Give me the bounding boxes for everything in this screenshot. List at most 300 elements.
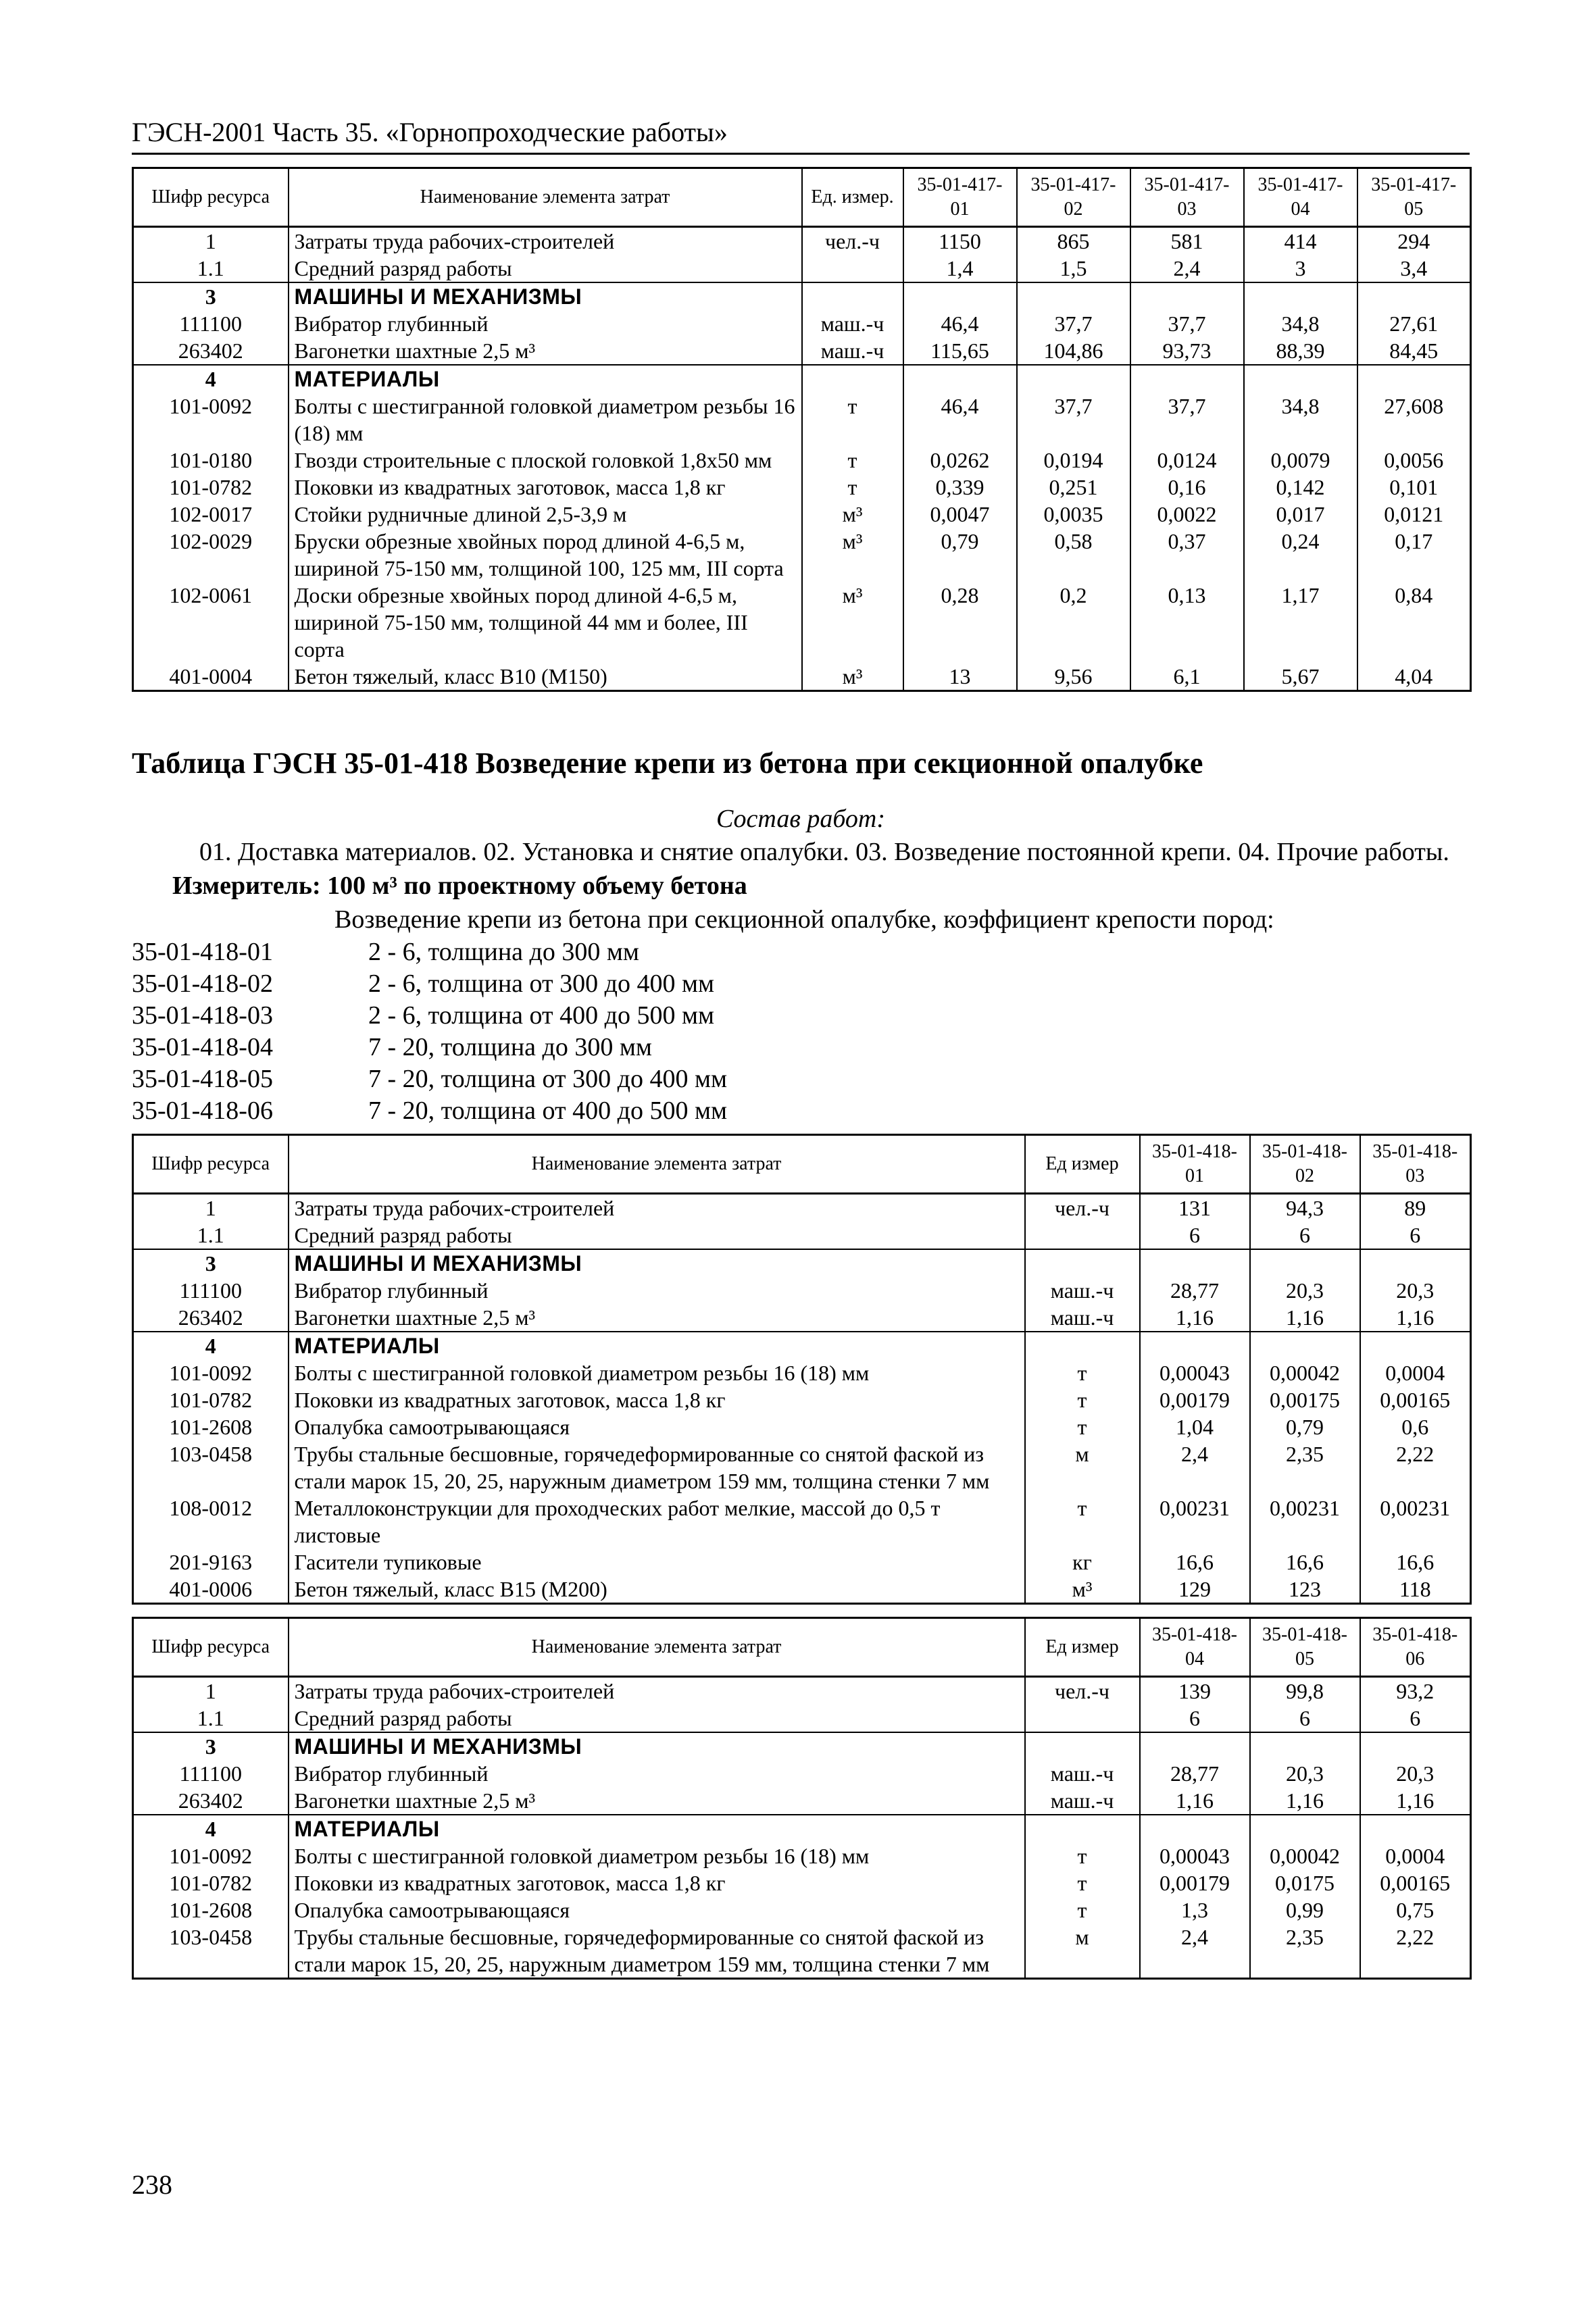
resource-code: 201-9163 bbox=[133, 1549, 289, 1576]
norm-value bbox=[1360, 1249, 1471, 1277]
norm-value: 0,0022 bbox=[1130, 501, 1244, 528]
norm-value: 1,16 bbox=[1250, 1304, 1360, 1332]
resource-code: 3 bbox=[133, 1732, 289, 1760]
cost-element-name: МАШИНЫ И МЕХАНИЗМЫ bbox=[289, 282, 802, 310]
norm-value: 0,00043 bbox=[1140, 1842, 1250, 1869]
norm-value: 0,16 bbox=[1130, 474, 1244, 501]
unit: м³ bbox=[802, 582, 903, 663]
norm-value: 46,4 bbox=[903, 393, 1017, 447]
resource-code: 101-0782 bbox=[133, 474, 289, 501]
norm-value: 1,16 bbox=[1250, 1787, 1360, 1815]
resource-code: 263402 bbox=[133, 337, 289, 365]
norm-value: 0,0175 bbox=[1250, 1869, 1360, 1896]
cost-element-name: Бетон тяжелый, класс В15 (М200) bbox=[289, 1576, 1025, 1604]
norm-value bbox=[1250, 1815, 1360, 1842]
table-row bbox=[133, 1222, 1471, 1249]
resource-code: 108-0012 bbox=[133, 1494, 289, 1549]
norm-value: 0,00042 bbox=[1250, 1842, 1360, 1869]
cost-element-name: МАТЕРИАЛЫ bbox=[289, 1815, 1025, 1842]
norm-value bbox=[1250, 1332, 1360, 1359]
norm-value bbox=[1244, 365, 1357, 393]
resource-code: 1 bbox=[133, 227, 289, 255]
variant-item bbox=[132, 1032, 1470, 1063]
norm-value: 0,0004 bbox=[1360, 1842, 1471, 1869]
norm-value: 0,2 bbox=[1017, 582, 1130, 663]
column-header: Шифр ресурса bbox=[133, 168, 289, 227]
variant-code: 35-01-418-02 bbox=[132, 970, 273, 998]
norm-value: 123 bbox=[1250, 1576, 1360, 1604]
norm-value bbox=[1360, 1732, 1471, 1760]
unit bbox=[802, 282, 903, 310]
column-header: 35-01-418-02 bbox=[1250, 1135, 1360, 1194]
norm-value: 0,339 bbox=[903, 474, 1017, 501]
resource-code: 4 bbox=[133, 1332, 289, 1359]
column-header: Ед. измер. bbox=[802, 168, 903, 227]
norm-value: 28,77 bbox=[1140, 1277, 1250, 1304]
table-row bbox=[133, 1576, 1471, 1604]
cost-element-name: МАШИНЫ И МЕХАНИЗМЫ bbox=[289, 1732, 1025, 1760]
variant-item bbox=[132, 1063, 1470, 1095]
unit bbox=[802, 255, 903, 282]
resource-code: 101-2608 bbox=[133, 1413, 289, 1440]
table-row bbox=[133, 663, 1471, 691]
variant-code: 35-01-418-04 bbox=[132, 1033, 273, 1061]
resource-code: 102-0017 bbox=[133, 501, 289, 528]
norm-value: 0,0124 bbox=[1130, 447, 1244, 474]
norm-value: 20,3 bbox=[1250, 1760, 1360, 1787]
cost-element-name: Вибратор глубинный bbox=[289, 1277, 1025, 1304]
norm-value bbox=[1360, 1815, 1471, 1842]
norm-value: 6 bbox=[1140, 1222, 1250, 1249]
column-header: 35-01-418-05 bbox=[1250, 1618, 1360, 1677]
variant-text: 2 - 6, толщина до 300 мм bbox=[368, 938, 639, 966]
variant-text: 7 - 20, толщина от 400 до 500 мм bbox=[368, 1097, 728, 1125]
table-row bbox=[133, 1494, 1471, 1549]
resource-code: 111100 bbox=[133, 310, 289, 337]
norm-value bbox=[1250, 1249, 1360, 1277]
cost-element-name: Вагонетки шахтные 2,5 м³ bbox=[289, 337, 802, 365]
resource-code: 4 bbox=[133, 1815, 289, 1842]
table-row bbox=[133, 1549, 1471, 1576]
column-header: Наименование элемента затрат bbox=[289, 1135, 1025, 1194]
section-title: Таблица ГЭСН 35-01-418 Возведение крепи из бетона при секционной опалубке bbox=[132, 747, 1203, 780]
resource-code: 103-0458 bbox=[133, 1923, 289, 1979]
norm-value: 0,58 bbox=[1017, 528, 1130, 582]
norm-value: 27,608 bbox=[1357, 393, 1471, 447]
column-header: 35-01-417-04 bbox=[1244, 168, 1357, 227]
norm-value: 0,79 bbox=[1250, 1413, 1360, 1440]
table-row bbox=[133, 474, 1471, 501]
table-row bbox=[133, 1732, 1471, 1760]
resource-code: 101-0092 bbox=[133, 393, 289, 447]
norm-value: 0,00165 bbox=[1360, 1869, 1471, 1896]
cost-element-name: МАТЕРИАЛЫ bbox=[289, 365, 802, 393]
cost-element-name: Металлоконструкции для проходческих работ мелкие, массой до 0,5 т листовые bbox=[289, 1494, 1025, 1549]
table-35-01-417 bbox=[132, 167, 1472, 692]
resource-code: 111100 bbox=[133, 1277, 289, 1304]
unit: м bbox=[1025, 1923, 1140, 1979]
norm-value: 1,4 bbox=[903, 255, 1017, 282]
norm-value: 0,101 bbox=[1357, 474, 1471, 501]
norm-value: 6 bbox=[1140, 1705, 1250, 1732]
cost-element-name: Затраты труда рабочих-строителей bbox=[289, 1677, 1025, 1705]
norm-value: 0,75 bbox=[1360, 1896, 1471, 1923]
norm-value: 6 bbox=[1360, 1705, 1471, 1732]
norm-value bbox=[1357, 365, 1471, 393]
table-row bbox=[133, 1277, 1471, 1304]
table-header-row bbox=[133, 1135, 1471, 1194]
resource-code: 111100 bbox=[133, 1760, 289, 1787]
sostav-heading: Состав работ: bbox=[716, 805, 886, 833]
resource-code: 401-0004 bbox=[133, 663, 289, 691]
cost-element-name: Бетон тяжелый, класс В10 (М150) bbox=[289, 663, 802, 691]
norm-value: 6 bbox=[1250, 1222, 1360, 1249]
norm-value: 0,13 bbox=[1130, 582, 1244, 663]
column-header: 35-01-417-01 bbox=[903, 168, 1017, 227]
cost-element-name: Средний разряд работы bbox=[289, 1222, 1025, 1249]
resource-code: 102-0061 bbox=[133, 582, 289, 663]
table-row bbox=[133, 447, 1471, 474]
running-head: ГЭСН-2001 Часть 35. «Горнопроходческие работы» bbox=[132, 115, 1470, 155]
cost-element-name: Средний разряд работы bbox=[289, 1705, 1025, 1732]
column-header: Ед измер bbox=[1025, 1135, 1140, 1194]
table-row bbox=[133, 393, 1471, 447]
norm-value: 0,00179 bbox=[1140, 1386, 1250, 1413]
norm-value bbox=[1140, 1332, 1250, 1359]
table-row bbox=[133, 1359, 1471, 1386]
cost-element-name: Трубы стальные бесшовные, горячедеформированные со снятой фаской из стали марок 15, 20, 25, наружным диаметром 159 мм, толщина стенки 7 мм bbox=[289, 1923, 1025, 1979]
resource-code: 101-0092 bbox=[133, 1359, 289, 1386]
norm-value: 5,67 bbox=[1244, 663, 1357, 691]
unit bbox=[1025, 1705, 1140, 1732]
norm-value: 0,84 bbox=[1357, 582, 1471, 663]
resource-code: 1.1 bbox=[133, 1222, 289, 1249]
norm-value: 37,7 bbox=[1017, 393, 1130, 447]
norm-value: 6 bbox=[1250, 1705, 1360, 1732]
cost-element-name: МАТЕРИАЛЫ bbox=[289, 1332, 1025, 1359]
norm-value: 0,0047 bbox=[903, 501, 1017, 528]
column-header: Ед измер bbox=[1025, 1618, 1140, 1677]
variant-item bbox=[132, 1000, 1470, 1032]
norm-value: 581 bbox=[1130, 227, 1244, 255]
table-row bbox=[133, 1923, 1471, 1979]
resource-code: 101-0782 bbox=[133, 1869, 289, 1896]
cost-element-name: Опалубка самоотрывающаяся bbox=[289, 1413, 1025, 1440]
table-row bbox=[133, 1705, 1471, 1732]
norm-value: 104,86 bbox=[1017, 337, 1130, 365]
norm-value: 0,142 bbox=[1244, 474, 1357, 501]
cost-element-name: Затраты труда рабочих-строителей bbox=[289, 1194, 1025, 1222]
unit: чел.-ч bbox=[802, 227, 903, 255]
norm-value: 1,5 bbox=[1017, 255, 1130, 282]
variant-item bbox=[132, 1095, 1470, 1127]
norm-value bbox=[903, 365, 1017, 393]
table-35-01-418-part2 bbox=[132, 1617, 1472, 1980]
norm-value: 1,16 bbox=[1140, 1787, 1250, 1815]
resource-code: 4 bbox=[133, 365, 289, 393]
table-description: Возведение крепи из бетона при секционной опалубке, коэффициент крепости пород: bbox=[334, 905, 1274, 934]
norm-value: 0,37 bbox=[1130, 528, 1244, 582]
norm-value: 1,16 bbox=[1360, 1304, 1471, 1332]
norm-value: 99,8 bbox=[1250, 1677, 1360, 1705]
unit bbox=[802, 365, 903, 393]
unit: маш.-ч bbox=[802, 337, 903, 365]
norm-value: 2,4 bbox=[1140, 1440, 1250, 1494]
column-header: 35-01-418-01 bbox=[1140, 1135, 1250, 1194]
unit: т bbox=[1025, 1896, 1140, 1923]
unit: т bbox=[1025, 1869, 1140, 1896]
unit: чел.-ч bbox=[1025, 1194, 1140, 1222]
unit: т bbox=[1025, 1842, 1140, 1869]
column-header: 35-01-417-03 bbox=[1130, 168, 1244, 227]
norm-value: 6 bbox=[1360, 1222, 1471, 1249]
norm-value: 1,17 bbox=[1244, 582, 1357, 663]
norm-value: 84,45 bbox=[1357, 337, 1471, 365]
table-row bbox=[133, 1760, 1471, 1787]
norm-value bbox=[1140, 1815, 1250, 1842]
cost-element-name: Затраты труда рабочих-строителей bbox=[289, 227, 802, 255]
norm-value: 0,00231 bbox=[1250, 1494, 1360, 1549]
cost-element-name: Болты с шестигранной головкой диаметром резьбы 16 (18) мм bbox=[289, 393, 802, 447]
norm-value: 93,73 bbox=[1130, 337, 1244, 365]
cost-element-name: Опалубка самоотрывающаяся bbox=[289, 1896, 1025, 1923]
resource-code: 1 bbox=[133, 1677, 289, 1705]
norm-value: 37,7 bbox=[1017, 310, 1130, 337]
norm-value: 2,22 bbox=[1360, 1923, 1471, 1979]
resource-code: 102-0029 bbox=[133, 528, 289, 582]
table-row bbox=[133, 1386, 1471, 1413]
norm-value: 0,251 bbox=[1017, 474, 1130, 501]
table-row bbox=[133, 1815, 1471, 1842]
table-row bbox=[133, 1842, 1471, 1869]
norm-value: 118 bbox=[1360, 1576, 1471, 1604]
resource-code: 103-0458 bbox=[133, 1440, 289, 1494]
norm-value: 0,0079 bbox=[1244, 447, 1357, 474]
norm-value: 0,0121 bbox=[1357, 501, 1471, 528]
resource-code: 263402 bbox=[133, 1787, 289, 1815]
norm-value: 6,1 bbox=[1130, 663, 1244, 691]
norm-value: 34,8 bbox=[1244, 393, 1357, 447]
norm-value: 0,0004 bbox=[1360, 1359, 1471, 1386]
cost-element-name: Гасители тупиковые bbox=[289, 1549, 1025, 1576]
cost-element-name: Вагонетки шахтные 2,5 м³ bbox=[289, 1787, 1025, 1815]
norm-value bbox=[1250, 1732, 1360, 1760]
norm-value bbox=[1244, 282, 1357, 310]
norm-value: 16,6 bbox=[1360, 1549, 1471, 1576]
norm-value: 46,4 bbox=[903, 310, 1017, 337]
cost-element-name: Бруски обрезные хвойных пород длиной 4-6,5 м, шириной 75-150 мм, толщиной 100, 125 мм, III сорта bbox=[289, 528, 802, 582]
column-header: 35-01-417-05 bbox=[1357, 168, 1471, 227]
column-header: Наименование элемента затрат bbox=[289, 168, 802, 227]
cost-element-name: Доски обрезные хвойных пород длиной 4-6,5 м, шириной 75-150 мм, толщиной 44 мм и более, III сорта bbox=[289, 582, 802, 663]
norm-value: 37,7 bbox=[1130, 393, 1244, 447]
norm-value: 89 bbox=[1360, 1194, 1471, 1222]
norm-value: 20,3 bbox=[1360, 1760, 1471, 1787]
page-number: 238 bbox=[132, 2169, 172, 2200]
norm-value: 20,3 bbox=[1250, 1277, 1360, 1304]
column-header: Наименование элемента затрат bbox=[289, 1618, 1025, 1677]
table-row bbox=[133, 1249, 1471, 1277]
unit: т bbox=[1025, 1494, 1140, 1549]
norm-value: 1,16 bbox=[1140, 1304, 1250, 1332]
table-row bbox=[133, 1869, 1471, 1896]
cost-element-name: Поковки из квадратных заготовок, масса 1,8 кг bbox=[289, 1386, 1025, 1413]
table-35-01-418-part1 bbox=[132, 1134, 1472, 1605]
norm-value bbox=[1140, 1732, 1250, 1760]
norm-value bbox=[1140, 1249, 1250, 1277]
unit: м³ bbox=[802, 663, 903, 691]
norm-value: 3 bbox=[1244, 255, 1357, 282]
unit bbox=[1025, 1332, 1140, 1359]
unit: м bbox=[1025, 1440, 1140, 1494]
norm-value: 0,28 bbox=[903, 582, 1017, 663]
norm-value: 2,4 bbox=[1130, 255, 1244, 282]
norm-value: 2,22 bbox=[1360, 1440, 1471, 1494]
unit: м³ bbox=[802, 501, 903, 528]
cost-element-name: Трубы стальные бесшовные, горячедеформированные со снятой фаской из стали марок 15, 20, 25, наружным диаметром 159 мм, толщина стенки 7 мм bbox=[289, 1440, 1025, 1494]
norm-value: 2,35 bbox=[1250, 1440, 1360, 1494]
resource-code: 101-2608 bbox=[133, 1896, 289, 1923]
norm-value: 0,0056 bbox=[1357, 447, 1471, 474]
table-row bbox=[133, 1677, 1471, 1705]
norm-value: 3,4 bbox=[1357, 255, 1471, 282]
norm-value: 1,16 bbox=[1360, 1787, 1471, 1815]
resource-code: 1.1 bbox=[133, 1705, 289, 1732]
measure-line bbox=[172, 869, 1470, 903]
cost-element-name: Болты с шестигранной головкой диаметром резьбы 16 (18) мм bbox=[289, 1842, 1025, 1869]
norm-value bbox=[1130, 282, 1244, 310]
cost-element-name: Болты с шестигранной головкой диаметром резьбы 16 (18) мм bbox=[289, 1359, 1025, 1386]
norm-value: 0,00042 bbox=[1250, 1359, 1360, 1386]
norm-value: 16,6 bbox=[1140, 1549, 1250, 1576]
norm-value: 0,79 bbox=[903, 528, 1017, 582]
norm-value: 20,3 bbox=[1360, 1277, 1471, 1304]
norm-value: 139 bbox=[1140, 1677, 1250, 1705]
variant-code: 35-01-418-03 bbox=[132, 1001, 273, 1030]
variant-code: 35-01-418-01 bbox=[132, 938, 273, 966]
variant-list bbox=[132, 936, 1470, 1127]
norm-value: 0,24 bbox=[1244, 528, 1357, 582]
norm-value: 0,017 bbox=[1244, 501, 1357, 528]
table-row bbox=[133, 1440, 1471, 1494]
unit: т bbox=[802, 393, 903, 447]
table-row bbox=[133, 1332, 1471, 1359]
table-row bbox=[133, 1787, 1471, 1815]
sostav-text: 01. Доставка материалов. 02. Установка и снятие опалубки. 03. Возведение постоянной крепи. 04. Прочие работы. bbox=[199, 838, 1449, 866]
unit: маш.-ч bbox=[1025, 1277, 1140, 1304]
norm-value: 0,6 bbox=[1360, 1413, 1471, 1440]
cost-element-name: Вибратор глубинный bbox=[289, 310, 802, 337]
cost-element-name: Вагонетки шахтные 2,5 м³ bbox=[289, 1304, 1025, 1332]
norm-value bbox=[903, 282, 1017, 310]
norm-value bbox=[1130, 365, 1244, 393]
resource-code: 263402 bbox=[133, 1304, 289, 1332]
table-header-row bbox=[133, 1618, 1471, 1677]
table-row bbox=[133, 501, 1471, 528]
variant-text: 2 - 6, толщина от 300 до 400 мм bbox=[368, 970, 715, 998]
norm-value bbox=[1017, 365, 1130, 393]
unit: т bbox=[1025, 1413, 1140, 1440]
norm-value: 131 bbox=[1140, 1194, 1250, 1222]
norm-value: 2,4 bbox=[1140, 1923, 1250, 1979]
table-header-row bbox=[133, 168, 1471, 227]
norm-value bbox=[1360, 1332, 1471, 1359]
norm-value: 129 bbox=[1140, 1576, 1250, 1604]
cost-element-name: Вибратор глубинный bbox=[289, 1760, 1025, 1787]
norm-value: 27,61 bbox=[1357, 310, 1471, 337]
cost-element-name: Поковки из квадратных заготовок, масса 1,8 кг bbox=[289, 1869, 1025, 1896]
table-row bbox=[133, 282, 1471, 310]
unit: т bbox=[1025, 1386, 1140, 1413]
norm-value: 0,00179 bbox=[1140, 1869, 1250, 1896]
unit: м³ bbox=[802, 528, 903, 582]
resource-code: 3 bbox=[133, 1249, 289, 1277]
table-row bbox=[133, 528, 1471, 582]
variant-item bbox=[132, 936, 1470, 968]
norm-value: 0,0262 bbox=[903, 447, 1017, 474]
column-header: Шифр ресурса bbox=[133, 1618, 289, 1677]
table-row bbox=[133, 1194, 1471, 1222]
norm-value: 414 bbox=[1244, 227, 1357, 255]
measure-label: Измеритель: bbox=[172, 872, 321, 900]
norm-value: 28,77 bbox=[1140, 1760, 1250, 1787]
document-page bbox=[132, 115, 1470, 1980]
norm-value: 0,00231 bbox=[1140, 1494, 1250, 1549]
measure-value: 100 м³ по проектному объему бетона bbox=[327, 872, 747, 900]
variant-code: 35-01-418-06 bbox=[132, 1097, 273, 1125]
resource-code: 401-0006 bbox=[133, 1576, 289, 1604]
norm-value: 94,3 bbox=[1250, 1194, 1360, 1222]
norm-value: 0,0035 bbox=[1017, 501, 1130, 528]
norm-value: 37,7 bbox=[1130, 310, 1244, 337]
norm-value: 0,00043 bbox=[1140, 1359, 1250, 1386]
unit: т bbox=[802, 474, 903, 501]
norm-value: 16,6 bbox=[1250, 1549, 1360, 1576]
unit bbox=[1025, 1732, 1140, 1760]
variant-item bbox=[132, 968, 1470, 1000]
column-header: 35-01-418-04 bbox=[1140, 1618, 1250, 1677]
table-row bbox=[133, 227, 1471, 255]
norm-value: 1,04 bbox=[1140, 1413, 1250, 1440]
table-row bbox=[133, 1304, 1471, 1332]
norm-value: 0,00175 bbox=[1250, 1386, 1360, 1413]
variant-text: 2 - 6, толщина от 400 до 500 мм bbox=[368, 1001, 715, 1030]
variant-text: 7 - 20, толщина от 300 до 400 мм bbox=[368, 1065, 728, 1093]
unit: т bbox=[1025, 1359, 1140, 1386]
norm-value: 93,2 bbox=[1360, 1677, 1471, 1705]
table-row bbox=[133, 582, 1471, 663]
norm-value: 4,04 bbox=[1357, 663, 1471, 691]
norm-value: 1150 bbox=[903, 227, 1017, 255]
norm-value: 0,00165 bbox=[1360, 1386, 1471, 1413]
unit: т bbox=[802, 447, 903, 474]
resource-code: 101-0092 bbox=[133, 1842, 289, 1869]
norm-value: 0,17 bbox=[1357, 528, 1471, 582]
column-header: 35-01-418-06 bbox=[1360, 1618, 1471, 1677]
resource-code: 1.1 bbox=[133, 255, 289, 282]
variant-text: 7 - 20, толщина до 300 мм bbox=[368, 1033, 652, 1061]
norm-value: 9,56 bbox=[1017, 663, 1130, 691]
resource-code: 101-0782 bbox=[133, 1386, 289, 1413]
column-header: 35-01-418-03 bbox=[1360, 1135, 1471, 1194]
norm-value: 88,39 bbox=[1244, 337, 1357, 365]
cost-element-name: Гвозди строительные с плоской головкой 1,8x50 мм bbox=[289, 447, 802, 474]
column-header: 35-01-417-02 bbox=[1017, 168, 1130, 227]
cost-element-name: Поковки из квадратных заготовок, масса 1,8 кг bbox=[289, 474, 802, 501]
norm-value: 0,99 bbox=[1250, 1896, 1360, 1923]
norm-value: 865 bbox=[1017, 227, 1130, 255]
variant-code: 35-01-418-05 bbox=[132, 1065, 273, 1093]
